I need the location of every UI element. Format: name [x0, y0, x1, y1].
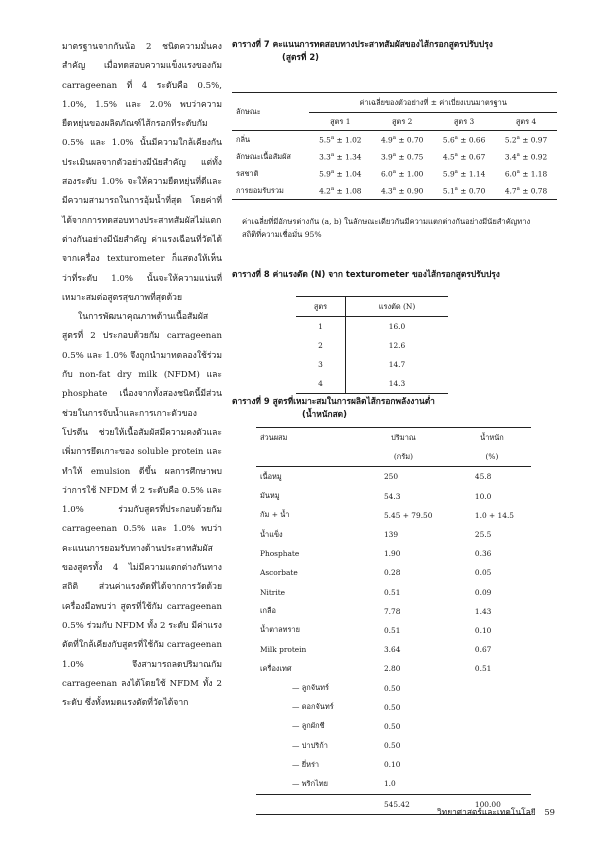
- table8-formula: 2: [296, 336, 346, 355]
- table9-qty: 250: [383, 472, 399, 482]
- table9-ingredient: เนื้อหมู: [260, 471, 282, 481]
- table9-caption-line2: (น้ำหนักสด): [302, 409, 347, 419]
- significance-letter: a: [516, 185, 520, 192]
- table9-subheader-pct: (%): [485, 452, 499, 462]
- left-body-text: [62, 38, 222, 713]
- table9-pct: [453, 774, 531, 794]
- table7-cell: 5.5$^a$ ± 1.02: [319, 134, 362, 145]
- table9-qty: 7.78: [383, 606, 401, 616]
- paragraph-2: ในการพัฒนาคุณภาพด้านเนื้อสัมผัส สูตรที่ 2 ประกอบด้วยกัม carrageenan 0.5% และ 1.0% จึงถูกนำมาทดลองใช้ร่วมกับ non-fat dry milk (NFDM) และ phosphate เนื่องจากทั้งสองชนิดนี้มีส่วนช่วยในการจับน้ำและการเกาะตัวของโปรตีน ช่วยให้เนื้อสัมผัสมีความคงตัวและเพิ่มการยึดเกาะของ soluble protein และทำให้ emulsion ดีขึ้น ผลการศึกษาพบว่าการใช้ NFDM ที่ 2 ระดับคือ 0.5% และ 1.0% ร่วมกับสูตรที่ประกอบด้วยกัม carrageenan 0.5% และ 1.0% พบว่าคะแนนการยอมรับทางด้านประสาทสัมผัสของสูตรทั้ง 4 ไม่มีความแตกต่างกันทางสถิติ ส่วนค่าแรงตัดที่ได้จากการวัดด้วยเครื่องมือพบว่า สูตรที่ใช้กัม carrageenan 0.5% ร่วมกับ NFDM ทั้ง 2 ระดับ มีค่าแรงตัดที่ใกล้เคียงกับสูตรที่ใช้กัม carrageenan 1.0% จึงสามารถลดปริมาณกัม carrageenan ลงได้โดยใช้ NFDM ทั้ง 2 ระดับ ซึ่งทั้งหมดแรงตัดที่วัดได้จาก: [62, 312, 222, 709]
- table7-header-group: ค่าเฉลี่ยของตัวอย่างที่ ± ค่าเบี่ยงเบนมาตรฐาน: [309, 93, 557, 113]
- table9-subheader-ingredient: [256, 447, 354, 467]
- table7-caption-line2: (สูตรที่ 2): [282, 52, 319, 62]
- table9-caption-line1: ตารางที่ 9 สูตรที่เหมาะสมในการผลิตไส้กรอกพลังงานต่ำ: [232, 396, 435, 406]
- table9-ingredient: Phosphate: [260, 549, 300, 559]
- table7-cell: 5.9$^a$ ± 1.04: [319, 168, 362, 179]
- table9-pct: 1.0 + 14.5: [474, 510, 515, 520]
- table9-pct: [453, 755, 531, 774]
- table8-formula: 1: [296, 317, 346, 337]
- paragraph-1: มาตรฐานจากกันน้อ 2 ชนิดความมั่นคงสำคัญ เมื่อทดสอบความแข็งแรงของกัม carrageenan ที่ 4 ระดับคือ 0.5%, 1.0%, 1.5% และ 2.0% พบว่าความยืดหยุ่นของผลิตภัณฑ์ไส้กรอกที่ระดับกัม 0.5% และ 1.0% นั้นมีความใกล้เคียงกัน ประเมินผลจากตัวอย่างมีนัยสำคัญ แต่ทั้งสองระดับ 1.0% จะให้ความยืดหยุ่นที่ดีและมีความสามารถในการอุ้มน้ำที่สุด โดยค่าที่ได้จากการทดสอบทางประสาทสัมผัสไม่แตกต่างกันอย่างมีนัยสำคัญ ค่าแรงเฉือนที่วัดได้จากเครื่อง texturometer ก็แสดงให้เห็นว่าที่ระดับ 1.0% นั้นจะให้ความแน่นที่เหมาะสมต่อสูตรสุขภาพที่สุดด้วย: [62, 42, 222, 303]
- table8-shear-value: 12.6: [388, 341, 406, 350]
- table9-header-qty: ปริมาณ: [391, 432, 416, 442]
- table9-total-qty: 545.42: [383, 799, 410, 809]
- table7-cell: 4.3$^a$ ± 0.90: [380, 185, 424, 196]
- table9-pct: [453, 717, 531, 736]
- table9-row: [256, 698, 531, 717]
- table7-cell: 6.0$^a$ ± 1.00: [380, 168, 424, 179]
- table8-header-formula: สูตร: [296, 297, 346, 317]
- table9-pct: [453, 736, 531, 755]
- table9-row: [256, 544, 531, 563]
- table9-qty: 0.50: [383, 683, 401, 693]
- table8-shear-value: 14.3: [388, 379, 406, 388]
- significance-letter: a: [330, 151, 335, 158]
- table9-header-ingredient: ส่วนผสม: [260, 432, 288, 442]
- table8-row: [296, 317, 448, 337]
- table9-qty: 3.64: [383, 645, 401, 655]
- table8-caption-wrap: [232, 268, 557, 281]
- table8-row: [296, 374, 448, 394]
- table7-row: [232, 182, 557, 200]
- table7-row-label: การยอมรับรวม: [236, 185, 284, 195]
- table9-row: [256, 678, 531, 697]
- table9-qty: 1.0: [383, 779, 396, 789]
- table7-cell: 4.9$^a$ ± 0.70: [380, 134, 424, 145]
- table9-qty: 0.10: [383, 760, 401, 770]
- table9-ingredient: — ดอกจันทร์: [292, 702, 334, 712]
- table9-ingredient: เกลือ: [260, 606, 276, 616]
- table7-header-f3: สูตร 3: [453, 116, 475, 126]
- table9-qty: 0.50: [383, 741, 401, 751]
- table9-caption: [232, 395, 557, 421]
- table7-header-attribute: ลักษณะ: [232, 93, 309, 131]
- significance-letter: a: [454, 151, 458, 158]
- table9-qty: 1.90: [383, 549, 401, 559]
- table9-row: [256, 602, 531, 621]
- significance-letter: a: [392, 168, 397, 175]
- footer-page-number: 59: [544, 807, 555, 817]
- table7-cell: 3.4$^a$ ± 0.92: [504, 151, 548, 162]
- table9-qty: 5.45 + 79.50: [383, 510, 433, 520]
- table9-row: [256, 487, 531, 506]
- table7-row-label: กลิ่น: [236, 134, 251, 144]
- table9-ingredient: Milk protein: [260, 645, 307, 655]
- table7-header-f2: สูตร 2: [392, 116, 413, 126]
- significance-letter: a: [392, 134, 397, 141]
- table9-ingredient: — ลูกจันทร์: [292, 683, 329, 693]
- table7-note: ค่าเฉลี่ยที่มีอักษรต่างกัน (a, b) ในลักษณะเดียวกันมีความแตกต่างกันอย่างมีนัยสำคัญทางสถิติที่ความเชื่อมั่น 95%: [242, 217, 531, 239]
- table9-qty: 0.50: [383, 721, 401, 731]
- table7-row-label: ลักษณะเนื้อสัมผัส: [236, 151, 291, 161]
- table8-shear-value: 16.0: [388, 322, 406, 331]
- table9-row: [256, 717, 531, 736]
- table9-ingredient: มันหมู: [260, 491, 280, 501]
- table9-qty: 0.50: [383, 702, 401, 712]
- table9-total-label: [256, 794, 354, 814]
- table9-row: [256, 467, 531, 487]
- table7-cell: 4.2$^a$ ± 1.08: [319, 185, 362, 196]
- table9-pct: 0.36: [474, 549, 492, 559]
- table7-cell: 4.7$^a$ ± 0.78: [504, 185, 548, 196]
- table7-caption: [232, 38, 557, 64]
- table9-ingredient: — พริกไทย: [292, 778, 328, 788]
- table9-pct: 45.8: [474, 472, 492, 482]
- table9-ingredient: — ยี่หร่า: [292, 759, 320, 769]
- table9-qty: 0.51: [383, 587, 401, 597]
- table9-qty: 0.51: [383, 625, 401, 635]
- significance-letter: a: [330, 168, 335, 175]
- table8-header-shear: แรงตัด (N): [378, 301, 416, 311]
- table9-row: [256, 563, 531, 582]
- table9-ingredient: — ปาปริก้า: [292, 740, 328, 750]
- table9-total-pct: 100.00: [474, 799, 501, 809]
- significance-letter: a: [454, 134, 458, 141]
- significance-letter: a: [330, 134, 335, 141]
- table9-row: [256, 525, 531, 544]
- table9-ingredient: น้ำตาลทราย: [260, 625, 301, 635]
- table8-row: [296, 336, 448, 355]
- table9-ingredient: กัม + น้ำ: [260, 510, 290, 520]
- significance-letter: a: [454, 185, 458, 192]
- table7-caption-line1: ตารางที่ 7 คะแนนการทดสอบทางประสาทสัมผัสของไส้กรอกสูตรปรับปรุง: [232, 39, 493, 49]
- significance-letter: a: [516, 168, 520, 175]
- table9-pct: 0.05: [474, 568, 492, 578]
- table9-ingredient: — ลูกผักชี: [292, 721, 325, 731]
- significance-letter: a: [392, 151, 397, 158]
- table7-cell: 6.0$^a$ ± 1.18: [504, 168, 548, 179]
- table9-row: [256, 774, 531, 794]
- significance-letter: a: [330, 185, 335, 192]
- table9-qty: 2.80: [383, 664, 401, 674]
- table9-ingredient: Ascorbate: [260, 568, 298, 578]
- table9-pct: [453, 678, 531, 697]
- footer-journal: วิทยาศาสตร์และเทคโนโลยี: [436, 807, 536, 817]
- table9-pct: 0.67: [474, 645, 492, 655]
- table7-row-label: รสชาติ: [236, 168, 259, 178]
- table9-qty: 0.28: [383, 568, 401, 578]
- significance-letter: a: [516, 134, 520, 141]
- table9-pct: 1.43: [474, 606, 492, 616]
- table7-cell: 3.9$^a$ ± 0.75: [380, 151, 424, 162]
- table9-subheader-qty: (กรัม): [393, 451, 413, 461]
- table8-row: [296, 355, 448, 374]
- table9-ingredient: น้ำแข็ง: [260, 529, 283, 539]
- significance-letter: a: [454, 168, 458, 175]
- table9-pct: 10.0: [474, 491, 492, 501]
- table9-header-pct: น้ำหนัก: [480, 432, 504, 442]
- table9-row: [256, 755, 531, 774]
- table9-row: [256, 736, 531, 755]
- table7-cell: 5.2$^a$ ± 0.97: [504, 134, 548, 145]
- table8-shear-value: 14.7: [388, 360, 406, 369]
- table7-cell: 5.6$^a$ ± 0.66: [442, 134, 486, 145]
- table9-row: [256, 659, 531, 678]
- table9-ingredient: Nitrite: [260, 587, 286, 597]
- table7-row: [232, 148, 557, 165]
- table8: [296, 296, 448, 394]
- table9-row: [256, 621, 531, 640]
- table9-pct: 0.10: [474, 625, 492, 635]
- table8-formula: 4: [296, 374, 346, 394]
- table9-pct: [453, 698, 531, 717]
- table9-qty: 139: [383, 530, 399, 540]
- table9-row: [256, 640, 531, 659]
- table8-formula: 3: [296, 355, 346, 374]
- table7-header-f1: สูตร 1: [330, 116, 351, 126]
- table8-caption: ตารางที่ 8 ค่าแรงตัด (N) จาก texturometer ของไส้กรอกสูตรปรับปรุง: [232, 269, 500, 279]
- table7-row: [232, 165, 557, 182]
- table9-pct: 0.51: [474, 664, 492, 674]
- table7-row: [232, 131, 557, 149]
- table7-cell: 5.9$^a$ ± 1.14: [442, 168, 486, 179]
- table7-cell: 3.3$^a$ ± 1.34: [319, 151, 362, 162]
- table7-cell: 4.5$^a$ ± 0.67: [442, 151, 486, 162]
- table9-ingredient: เครื่องเทศ: [260, 663, 292, 673]
- significance-letter: a: [516, 151, 520, 158]
- table9-qty: 54.3: [383, 491, 401, 501]
- table9: [256, 427, 531, 815]
- table7: [232, 92, 557, 200]
- table7-cell: 5.1$^a$ ± 0.70: [442, 185, 486, 196]
- significance-letter: a: [392, 185, 397, 192]
- table9-pct: 25.5: [474, 530, 492, 540]
- page-footer: [437, 805, 555, 819]
- table9-row: [256, 583, 531, 602]
- table9-pct: 0.09: [474, 587, 492, 597]
- table7-header-f4: สูตร 4: [515, 116, 537, 126]
- table9-row: [256, 506, 531, 525]
